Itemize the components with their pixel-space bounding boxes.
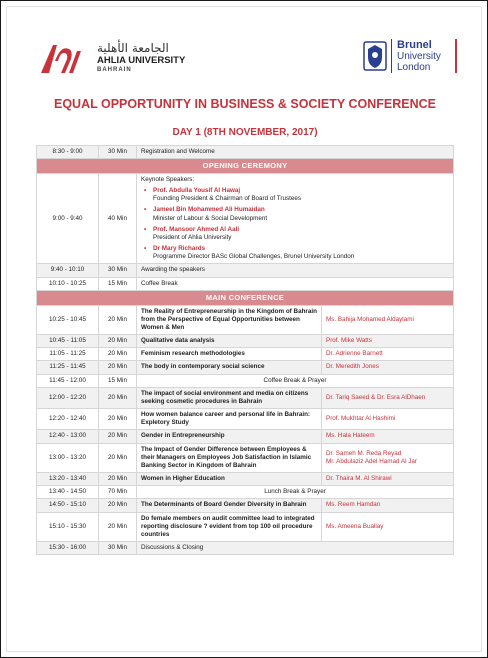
row-speaker: Mr. Abdulaziz Adel Hamad Al Jar [326,457,417,465]
row-time: 9:40 - 10:10 [37,264,99,277]
keynote-speaker-role: Programme Director BASc Global Challenges, Brunel University London [153,253,355,261]
table-row [37,277,454,290]
row-time: 12:40 - 13:00 [37,430,99,443]
bullet-icon: • [144,187,147,195]
keynote-speaker-name: Prof. Mansoor Ahmed Al Aali [153,225,240,233]
section-header-opening [37,159,454,174]
row-duration: 40 Min [99,173,137,264]
row-title: The body in contemporary social science [137,361,322,374]
row-title: How women balance career and personal life in Bahrain: Expletory Study [137,409,322,430]
row-duration: 20 Min [99,348,137,361]
row-speaker: Dr. Thaira M. Al Shirawi [322,473,454,486]
table-row [37,409,454,430]
row-speaker: Dr. Adrienne Barnett [322,348,454,361]
row-duration: 70 Min [99,486,137,499]
row-duration: 20 Min [99,409,137,430]
row-time: 11:05 - 11:25 [37,348,99,361]
row-time: 12:00 - 12:20 [37,387,99,408]
bullet-icon: • [144,206,147,214]
ahlia-city: BAHRAIN [97,67,132,73]
row-time: 14:50 - 15:10 [37,499,99,512]
keynote-heading: Keynote Speakers: [141,175,195,183]
table-row-keynote [37,173,454,264]
row-duration: 20 Min [99,305,137,335]
brunel-divider [391,39,392,73]
keynote-speaker-name: Prof. Abdulla Yousif Al Hawaj [153,187,241,195]
table-row [37,305,454,335]
brunel-crest-icon [363,41,387,71]
row-title: The impact of social environment and media on citizens seeking cosmetic procedures in Bahrain [137,387,322,408]
row-speakers [322,443,454,473]
row-time: 12:20 - 12:40 [37,409,99,430]
ahlia-logo-icon [39,41,83,75]
row-duration: 20 Min [99,473,137,486]
row-duration: 15 Min [99,277,137,290]
row-time: 10:45 - 11:05 [37,335,99,348]
row-title: Women in Higher Education [137,473,322,486]
section-title: OPENING CEREMONY [37,159,454,174]
row-title: Coffee Break [137,277,454,290]
row-duration: 20 Min [99,361,137,374]
row-speaker: Prof. Mukhtar Al Hashimi [322,409,454,430]
keynote-speaker [141,226,449,242]
row-duration: 30 Min [99,264,137,277]
row-time: 8:30 - 9:00 [37,146,99,159]
bullet-icon: • [144,225,147,233]
conference-title: EQUAL OPPORTUNITY IN BUSINESS & SOCIETY CONFERENCE [53,97,436,111]
row-duration: 20 Min [99,335,137,348]
row-title: Gender in Entrepreneurship [137,430,322,443]
brunel-university-word: University [397,51,441,62]
row-time: 15:10 - 15:30 [37,512,99,542]
keynote-speaker [141,245,449,261]
row-speaker: Ms. Ameena Buallay [322,512,454,542]
table-row [37,264,454,277]
row-title: The Impact of Gender Difference between Employees & their Managers on Employees Job Satisfaction in Islamic Banking Sector in Kingdom of Bahrain [137,443,322,473]
row-title: Awarding the speakers [137,264,454,277]
table-row [37,430,454,443]
keynote-speaker-role: President of Ahlia University [153,233,232,241]
row-time: 10:25 - 10:45 [37,305,99,335]
row-speaker: Ms. Bahija Mohamed Aldaylami [322,305,454,335]
row-time: 9:00 - 9:40 [37,173,99,264]
row-duration: 30 Min [99,146,137,159]
section-title: MAIN CONFERENCE [37,290,454,305]
row-title: Do female members on audit committee lead to integrated reporting disclosure ? evident from top 100 oil procedure countries [137,512,322,542]
table-row [37,146,454,159]
row-duration: 20 Min [99,430,137,443]
table-row [37,542,454,555]
brunel-university-logo [357,37,457,81]
brunel-name: Brunel [397,39,432,51]
row-time: 13:20 - 13:40 [37,473,99,486]
table-row [37,335,454,348]
row-speaker: Ms. Hala Hateem [322,430,454,443]
row-title: Discussions & Closing [137,542,454,555]
day-title: DAY 1 (8TH NOVEMBER, 2017) [172,127,318,138]
keynote-speaker-role: Minister of Labour & Social Development [153,214,268,222]
brunel-red-rule [455,39,457,73]
schedule-table [36,145,454,555]
row-duration: 15 Min [99,374,137,387]
keynote-cell [137,173,454,264]
keynote-speaker-name: Dr Mary Richards [153,245,206,253]
row-speaker: Dr. Meredith Jones [322,361,454,374]
brunel-city: London [397,62,431,73]
row-title: The Determinants of Board Gender Diversity in Bahrain [137,499,322,512]
ahlia-english-name: AHLIA UNIVERSITY [97,55,186,66]
row-title: Feminism research methodologies [137,348,322,361]
section-header-main [37,290,454,305]
conference-program-page [6,6,482,652]
table-row [37,512,454,542]
table-row [37,473,454,486]
row-duration: 20 Min [99,387,137,408]
row-time: 13:00 - 13:20 [37,443,99,473]
row-title: Lunch Break & Prayer [137,486,454,499]
row-time: 10:10 - 10:25 [37,277,99,290]
table-row [37,348,454,361]
row-speaker: Dr. Sameh M. Reda Reyad [326,449,402,457]
row-speaker: Prof. Mike Watts [322,335,454,348]
table-row [37,443,454,473]
table-row-break [37,374,454,387]
table-row [37,387,454,408]
keynote-speaker-role: Founding President & Chairman of Board of Trustees [153,195,302,203]
row-duration: 20 Min [99,443,137,473]
row-title: Qualitative data analysis [137,335,322,348]
row-duration: 30 Min [99,542,137,555]
row-title: Coffee Break & Prayer [137,374,454,387]
row-title: Registration and Welcome [137,146,454,159]
row-speaker: Ms. Reem Hamdan [322,499,454,512]
row-title: The Reality of Entrepreneurship in the Kingdom of Bahrain from the Perspective of Equal Opportunities between Women & Men [137,305,322,335]
row-time: 15:30 - 16:00 [37,542,99,555]
keynote-speaker [141,187,449,203]
row-time: 11:45 - 12:00 [37,374,99,387]
bullet-icon: • [144,245,147,253]
table-row [37,361,454,374]
row-speaker: Dr. Tariq Saeed & Dr. Esra AlDhaen [322,387,454,408]
row-duration: 20 Min [99,499,137,512]
table-row [37,499,454,512]
row-duration: 20 Min [99,512,137,542]
ahlia-university-logo [39,37,209,81]
keynote-speaker [141,206,449,222]
ahlia-arabic-name: الجامعة الأهلية [97,41,169,55]
keynote-speaker-name: Jameel Bin Mohammed Ali Humaidan [153,206,265,214]
row-time: 13:40 - 14:50 [37,486,99,499]
table-row-break [37,486,454,499]
row-time: 11:25 - 11:45 [37,361,99,374]
